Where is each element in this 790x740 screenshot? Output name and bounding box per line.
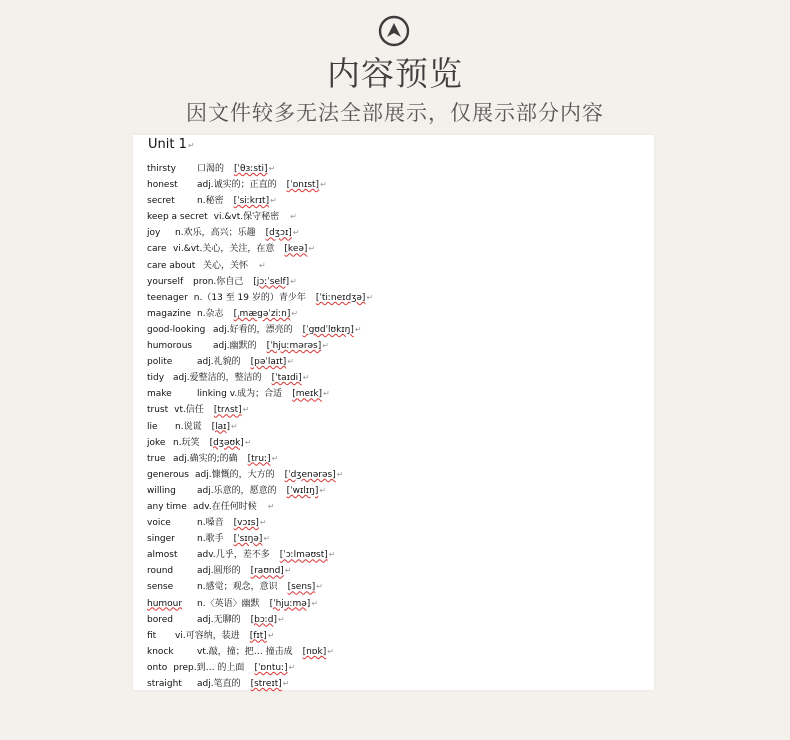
paragraph-mark: ↵ [242, 405, 250, 415]
paragraph-mark: ↵ [366, 292, 374, 302]
vocab-definition: 关心，关怀 [203, 260, 249, 271]
list-item [147, 338, 644, 354]
vocab-phonetic: [nɒk] [302, 646, 327, 657]
list-item [147, 306, 644, 322]
paragraph-mark: ↵ [271, 453, 279, 463]
vocab-word: magazine [147, 308, 191, 319]
vocab-word: keep a secret [147, 212, 208, 223]
list-item [147, 225, 644, 241]
paragraph-mark: ↵ [259, 518, 267, 528]
vocab-word: lie [147, 421, 158, 432]
vocab-word: fit [147, 630, 157, 641]
vocab-word: voice [147, 518, 171, 529]
vocab-phonetic: [sens] [287, 582, 316, 593]
list-item [147, 419, 644, 435]
list-item [147, 628, 644, 644]
paragraph-mark: ↵ [336, 469, 344, 479]
vocab-definition: pron.你自己 [193, 276, 244, 287]
list-item [147, 354, 644, 370]
vocab-word: straight [147, 679, 182, 689]
paragraph-mark: ↵ [328, 550, 336, 560]
vocab-definition: vi.&vt.保守秘密 [213, 212, 280, 223]
vocab-word: true [147, 453, 166, 464]
vocab-definition: 口渴的 [197, 164, 225, 174]
vocab-definition: adj.慷慨的，大方的 [195, 469, 275, 480]
list-item [147, 676, 644, 692]
list-item [147, 177, 644, 193]
vocab-definition: n.（13 至 19 岁的）青少年 [193, 292, 306, 303]
vocab-word: any time [147, 501, 187, 512]
vocab-word: round [147, 566, 174, 577]
vocab-word: honest [147, 180, 178, 191]
list-item [147, 612, 644, 628]
paragraph-mark: ↵ [278, 614, 285, 624]
list-item [147, 563, 644, 579]
list-item [147, 370, 644, 386]
vocab-word: joke [147, 437, 166, 448]
vocab-definition: linking v.成为；合适 [197, 389, 283, 400]
vocab-definition: vi.&vt.关心，关注，在意 [173, 244, 275, 255]
vocab-word: generous [147, 469, 189, 480]
vocab-phonetic: [ˈθɜːsti] [234, 164, 268, 174]
vocab-word: teenager [147, 292, 188, 303]
vocab-phonetic: [truː] [247, 453, 271, 464]
paragraph-mark: ↵ [288, 662, 296, 672]
vocab-definition: vt.敲，撞；把… 撞击成 [197, 646, 293, 657]
vocab-definition: adj.笔直的 [197, 679, 241, 689]
vocab-definition: n.嗓音 [197, 518, 224, 529]
list-item [147, 644, 644, 660]
vocab-word: humour [147, 598, 183, 609]
vocab-word: thirsty [147, 164, 176, 174]
paragraph-mark: ↵ [263, 534, 271, 544]
vocab-definition: adj.爱整洁的，整洁的 [173, 373, 262, 384]
paragraph-mark: ↵ [308, 244, 316, 254]
vocab-definition: adv.几乎，差不多 [197, 550, 270, 561]
vocab-definition: n.玩笑 [173, 437, 200, 448]
vocab-word: make [147, 389, 172, 400]
vocab-definition: vi.可容纳，装进 [175, 630, 240, 641]
paragraph-mark: ↵ [354, 324, 362, 334]
list-item [147, 483, 644, 499]
list-item [147, 435, 644, 451]
paragraph-mark: ↵ [327, 646, 334, 656]
vocab-phonetic: [meɪk] [292, 389, 323, 400]
list-item [147, 209, 644, 225]
vocab-word: polite [147, 357, 173, 368]
vocab-definition: n.秘密 [197, 196, 224, 207]
vocab-definition: adj.幽默的 [213, 341, 257, 352]
vocab-definition: adj.无聊的 [197, 614, 241, 625]
paragraph-mark: ↵ [259, 260, 266, 270]
list-item [147, 531, 644, 547]
list-item [147, 322, 644, 338]
list-item [147, 290, 644, 306]
vocab-word: care about [147, 260, 196, 271]
paragraph-mark: ↵ [302, 373, 310, 383]
vocab-phonetic: [ˈgʊdˈlʊkɪŋ] [302, 324, 354, 335]
vocab-definition: adj.圆形的 [197, 566, 241, 577]
vocab-phonetic: [keə] [284, 244, 308, 255]
vocab-phonetic: [ˈhjuːmə] [269, 598, 311, 609]
vocab-word: sense [147, 582, 174, 593]
paragraph-mark: ↵ [270, 196, 277, 206]
vocab-word: care [147, 244, 167, 255]
paragraph-mark: ↵ [322, 341, 329, 351]
list-item [147, 241, 644, 257]
vocab-word: singer [147, 534, 175, 545]
vocab-phonetic: [ˈsiːkrɪt] [233, 196, 270, 207]
vocab-phonetic: [streɪt] [250, 679, 282, 689]
paragraph-mark: ↵ [282, 679, 290, 688]
list-item [147, 274, 644, 290]
vocab-definition: adj.礼貌的 [197, 357, 241, 368]
vocab-word: tidy [147, 373, 165, 384]
list-item [147, 161, 644, 177]
vocab-word: yourself [147, 276, 184, 287]
vocab-phonetic: [jɔːˈself] [253, 276, 290, 287]
paragraph-mark: ↵ [292, 228, 300, 238]
vocab-definition: adv.在任何时候 [193, 501, 257, 512]
vocabulary-list [147, 161, 644, 692]
vocab-word: willing [147, 485, 176, 496]
vocab-phonetic: [dʒəʊk] [209, 437, 244, 448]
vocab-phonetic: [bɔːd] [250, 614, 278, 625]
vocab-phonetic: [vɔɪs] [233, 518, 259, 529]
vocab-definition: adj.乐意的，愿意的 [197, 485, 277, 496]
vocab-definition: n.欢乐，高兴；乐趣 [175, 228, 256, 239]
vocab-word: trust [147, 405, 169, 416]
vocab-definition: prep.到… 的上面 [173, 662, 245, 673]
list-item [147, 193, 644, 209]
vocab-phonetic: [ˌmægəˈziːn] [233, 308, 291, 319]
vocab-phonetic: [ˈwɪlɪŋ] [286, 485, 319, 496]
vocab-word: humorous [147, 341, 193, 352]
vocab-definition: adj.确实的;的确 [173, 453, 238, 464]
vocab-phonetic: [ˈsɪŋə] [233, 534, 263, 545]
vocab-phonetic: [ˈhjuːmərəs] [266, 341, 322, 352]
unit-heading: Unit 1↵ [148, 137, 195, 152]
paragraph-mark: ↵ [290, 212, 297, 222]
list-item [147, 467, 644, 483]
list-item [147, 547, 644, 563]
list-item [147, 515, 644, 531]
paragraph-mark: ↵ [287, 357, 294, 367]
paragraph-mark: ↵ [323, 389, 330, 399]
arrow-up-circle-icon [378, 15, 410, 47]
vocab-definition: vt.信任 [174, 405, 204, 416]
paragraph-mark: ↵ [267, 630, 275, 640]
vocab-definition: adj.诚实的；正直的 [197, 180, 277, 191]
vocab-phonetic: [ˈdʒenərəs] [284, 469, 336, 480]
paragraph-mark: ↵ [267, 501, 275, 511]
list-item [147, 596, 644, 612]
paragraph-mark: ↵ [290, 276, 297, 286]
page-title: 内容预览 [327, 54, 463, 93]
paragraph-mark: ↵ [291, 308, 299, 318]
paragraph-mark: ↵ [311, 598, 319, 608]
vocab-phonetic: [ˈtiːneɪdʒə] [315, 292, 366, 303]
paragraph-mark: ↵ [284, 566, 292, 576]
vocab-phonetic: [dʒɔɪ] [265, 228, 292, 239]
vocab-word: joy [147, 228, 161, 239]
vocab-definition: n.歌手 [197, 534, 224, 545]
list-item [147, 402, 644, 418]
vocab-definition: n.〈英语〉幽默 [197, 598, 260, 609]
vocab-word: bored [147, 614, 173, 625]
vocab-definition: n.感觉；观念，意识 [197, 582, 278, 593]
vocab-phonetic: [raʊnd] [250, 566, 284, 577]
vocab-phonetic: [ˈɔːlməʊst] [279, 550, 328, 561]
vocab-word: knock [147, 646, 174, 657]
vocab-definition: adj.好看的，漂亮的 [213, 324, 293, 335]
paragraph-mark: ↵ [319, 485, 327, 495]
vocab-phonetic: [trʌst] [213, 405, 242, 416]
list-item [147, 499, 644, 515]
vocab-word: good-looking [147, 324, 206, 335]
vocab-definition: n.杂志 [196, 308, 224, 319]
paragraph-mark: ↵ [244, 437, 252, 447]
vocab-phonetic: [fɪt] [249, 630, 267, 641]
vocab-word: onto [147, 662, 168, 673]
vocab-phonetic: [pəˈlaɪt] [250, 357, 287, 368]
list-item [147, 451, 644, 467]
list-item [147, 386, 644, 402]
vocab-phonetic: [ˈtaɪdi] [271, 373, 302, 384]
list-item [147, 579, 644, 595]
vocab-phonetic: [ˈɒnɪst] [286, 180, 320, 191]
paragraph-mark: ↵ [268, 164, 276, 173]
list-item [147, 258, 644, 274]
paragraph-mark: ↵ [230, 421, 238, 431]
vocab-word: secret [147, 196, 175, 207]
paragraph-mark: ↵ [316, 582, 323, 592]
vocab-word: almost [147, 550, 178, 561]
paragraph-mark: ↵ [320, 180, 327, 190]
vocab-phonetic: [ˈɒntuː] [254, 662, 288, 673]
document-preview [133, 135, 654, 690]
page-subtitle: 因文件较多无法全部展示，仅展示部分内容 [186, 101, 604, 125]
vocab-definition: n.说谎 [175, 421, 202, 432]
list-item [147, 660, 644, 676]
vocab-phonetic: [laɪ] [211, 421, 230, 432]
